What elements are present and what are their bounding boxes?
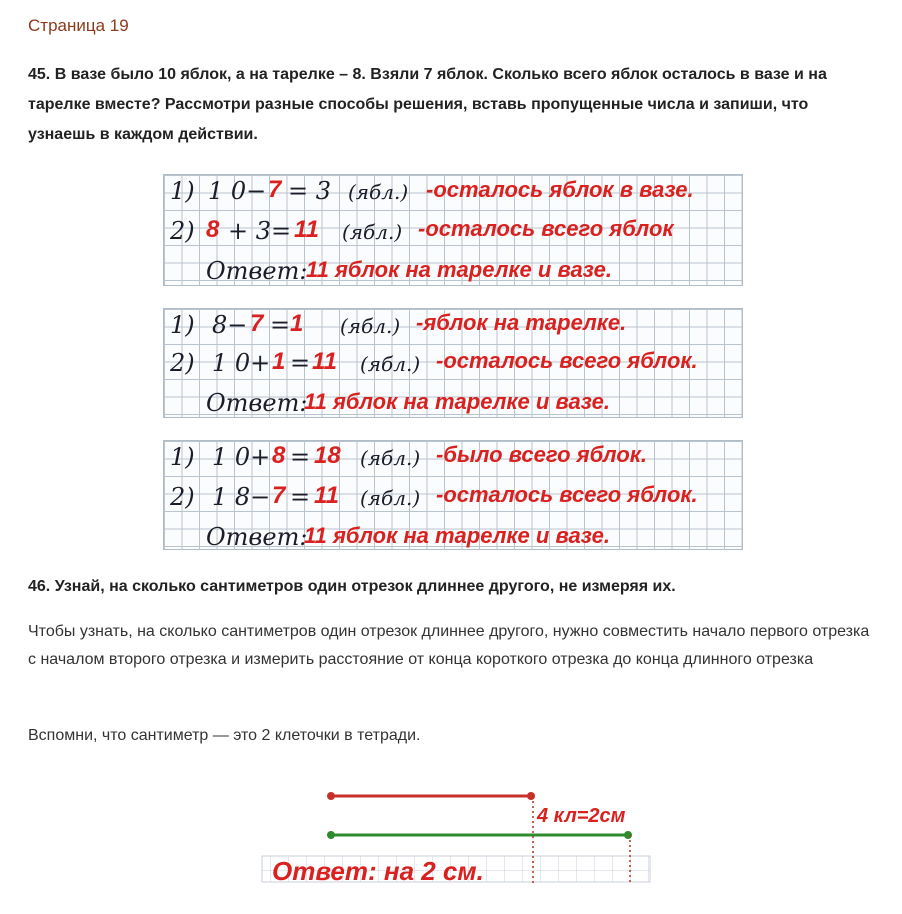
answer-label: Ответ: [206,257,308,285]
equation-part: = [270,311,291,339]
filled-number: 1 [290,310,304,337]
line-number: 1) [170,443,195,471]
filled-number: 11 [314,482,339,509]
equation-part: 1 8− [212,483,271,511]
action-note: -осталось всего яблок. [436,482,698,507]
action-note: -яблок на тарелке. [416,310,627,335]
action-note: -осталось всего яблок [418,216,674,241]
long-segment-end [624,831,632,839]
unit-label: (ябл.) [340,314,401,338]
equation-part: 1 0+ [212,349,271,377]
page-label: Страница 19 [28,16,129,35]
equation-part: = 3 [288,177,332,205]
centimeter-hint: Вспомни, что сантиметр — это 2 клеточки в тетради. [28,727,421,744]
answer-label: Ответ: [206,523,308,551]
solution-3-grid [163,440,743,550]
unit-label: (ябл.) [360,352,421,376]
equation-part: = [290,349,311,377]
difference-label: 4 кл=2см [537,805,626,827]
solution-1-grid [163,174,743,286]
equation-part: = [290,443,311,471]
filled-number: 7 [272,482,286,509]
task-46-text: 46. Узнай, на сколько сантиметров один отрезок длиннее другого, не измеряя их. [28,578,676,595]
filled-number: 8 [206,216,220,243]
action-note: -осталось яблок в вазе. [426,177,694,202]
equation-part: 1 0+ [212,443,271,471]
answer-text: 11 яблок на тарелке и вазе. [304,389,610,414]
filled-number: 7 [250,310,264,337]
filled-number: 8 [272,442,286,469]
action-note: -осталось всего яблок. [436,348,698,373]
unit-label: (ябл.) [360,446,421,470]
line-number: 2) [170,217,195,245]
answer-text: 11 яблок на тарелке и вазе. [304,523,610,548]
unit-label: (ябл.) [342,220,403,244]
explanation-paragraph: Чтобы узнать, на сколько сантиметров один отрезок длиннее другого, нужно совместить начало первого отрезка с началом второго отрезка и измерить расстояние от конца короткого отрезка до конца длинного отрезка [28,623,870,668]
equation-part: = [290,483,311,511]
filled-number: 1 [272,348,286,375]
segments-answer: Ответ: на 2 см. [272,856,484,886]
filled-number: 11 [312,348,337,375]
equation-part: 8− [212,311,248,339]
line-number: 2) [170,483,195,511]
equation-part: 1 0− [208,177,267,205]
short-segment-start [327,792,335,800]
unit-label: (ябл.) [360,486,421,510]
filled-number: 7 [268,176,282,203]
segments-figure [0,780,902,909]
line-number: 1) [170,177,195,205]
equation-part: + 3= [228,217,292,245]
short-segment-end [527,792,535,800]
task-45-text: 45. В вазе было 10 яблок, а на тарелке – 8. Взяли 7 яблок. Сколько всего яблок осталось в вазе и на тарелке вместе? Рассмотри разные способы решения, вставь пропущенные числа и запиши, что узнаешь в каждом действии. [28,66,827,143]
solution-2-grid [163,308,743,418]
filled-number: 18 [314,442,341,469]
line-number: 2) [170,349,195,377]
answer-text: 11 яблок на тарелке и вазе. [306,257,612,282]
action-note: -было всего яблок. [436,442,648,467]
long-segment-start [327,831,335,839]
unit-label: (ябл.) [348,180,409,204]
answer-label: Ответ: [206,389,308,417]
segments-drawing [0,780,902,909]
line-number: 1) [170,311,195,339]
filled-number: 11 [294,216,319,243]
